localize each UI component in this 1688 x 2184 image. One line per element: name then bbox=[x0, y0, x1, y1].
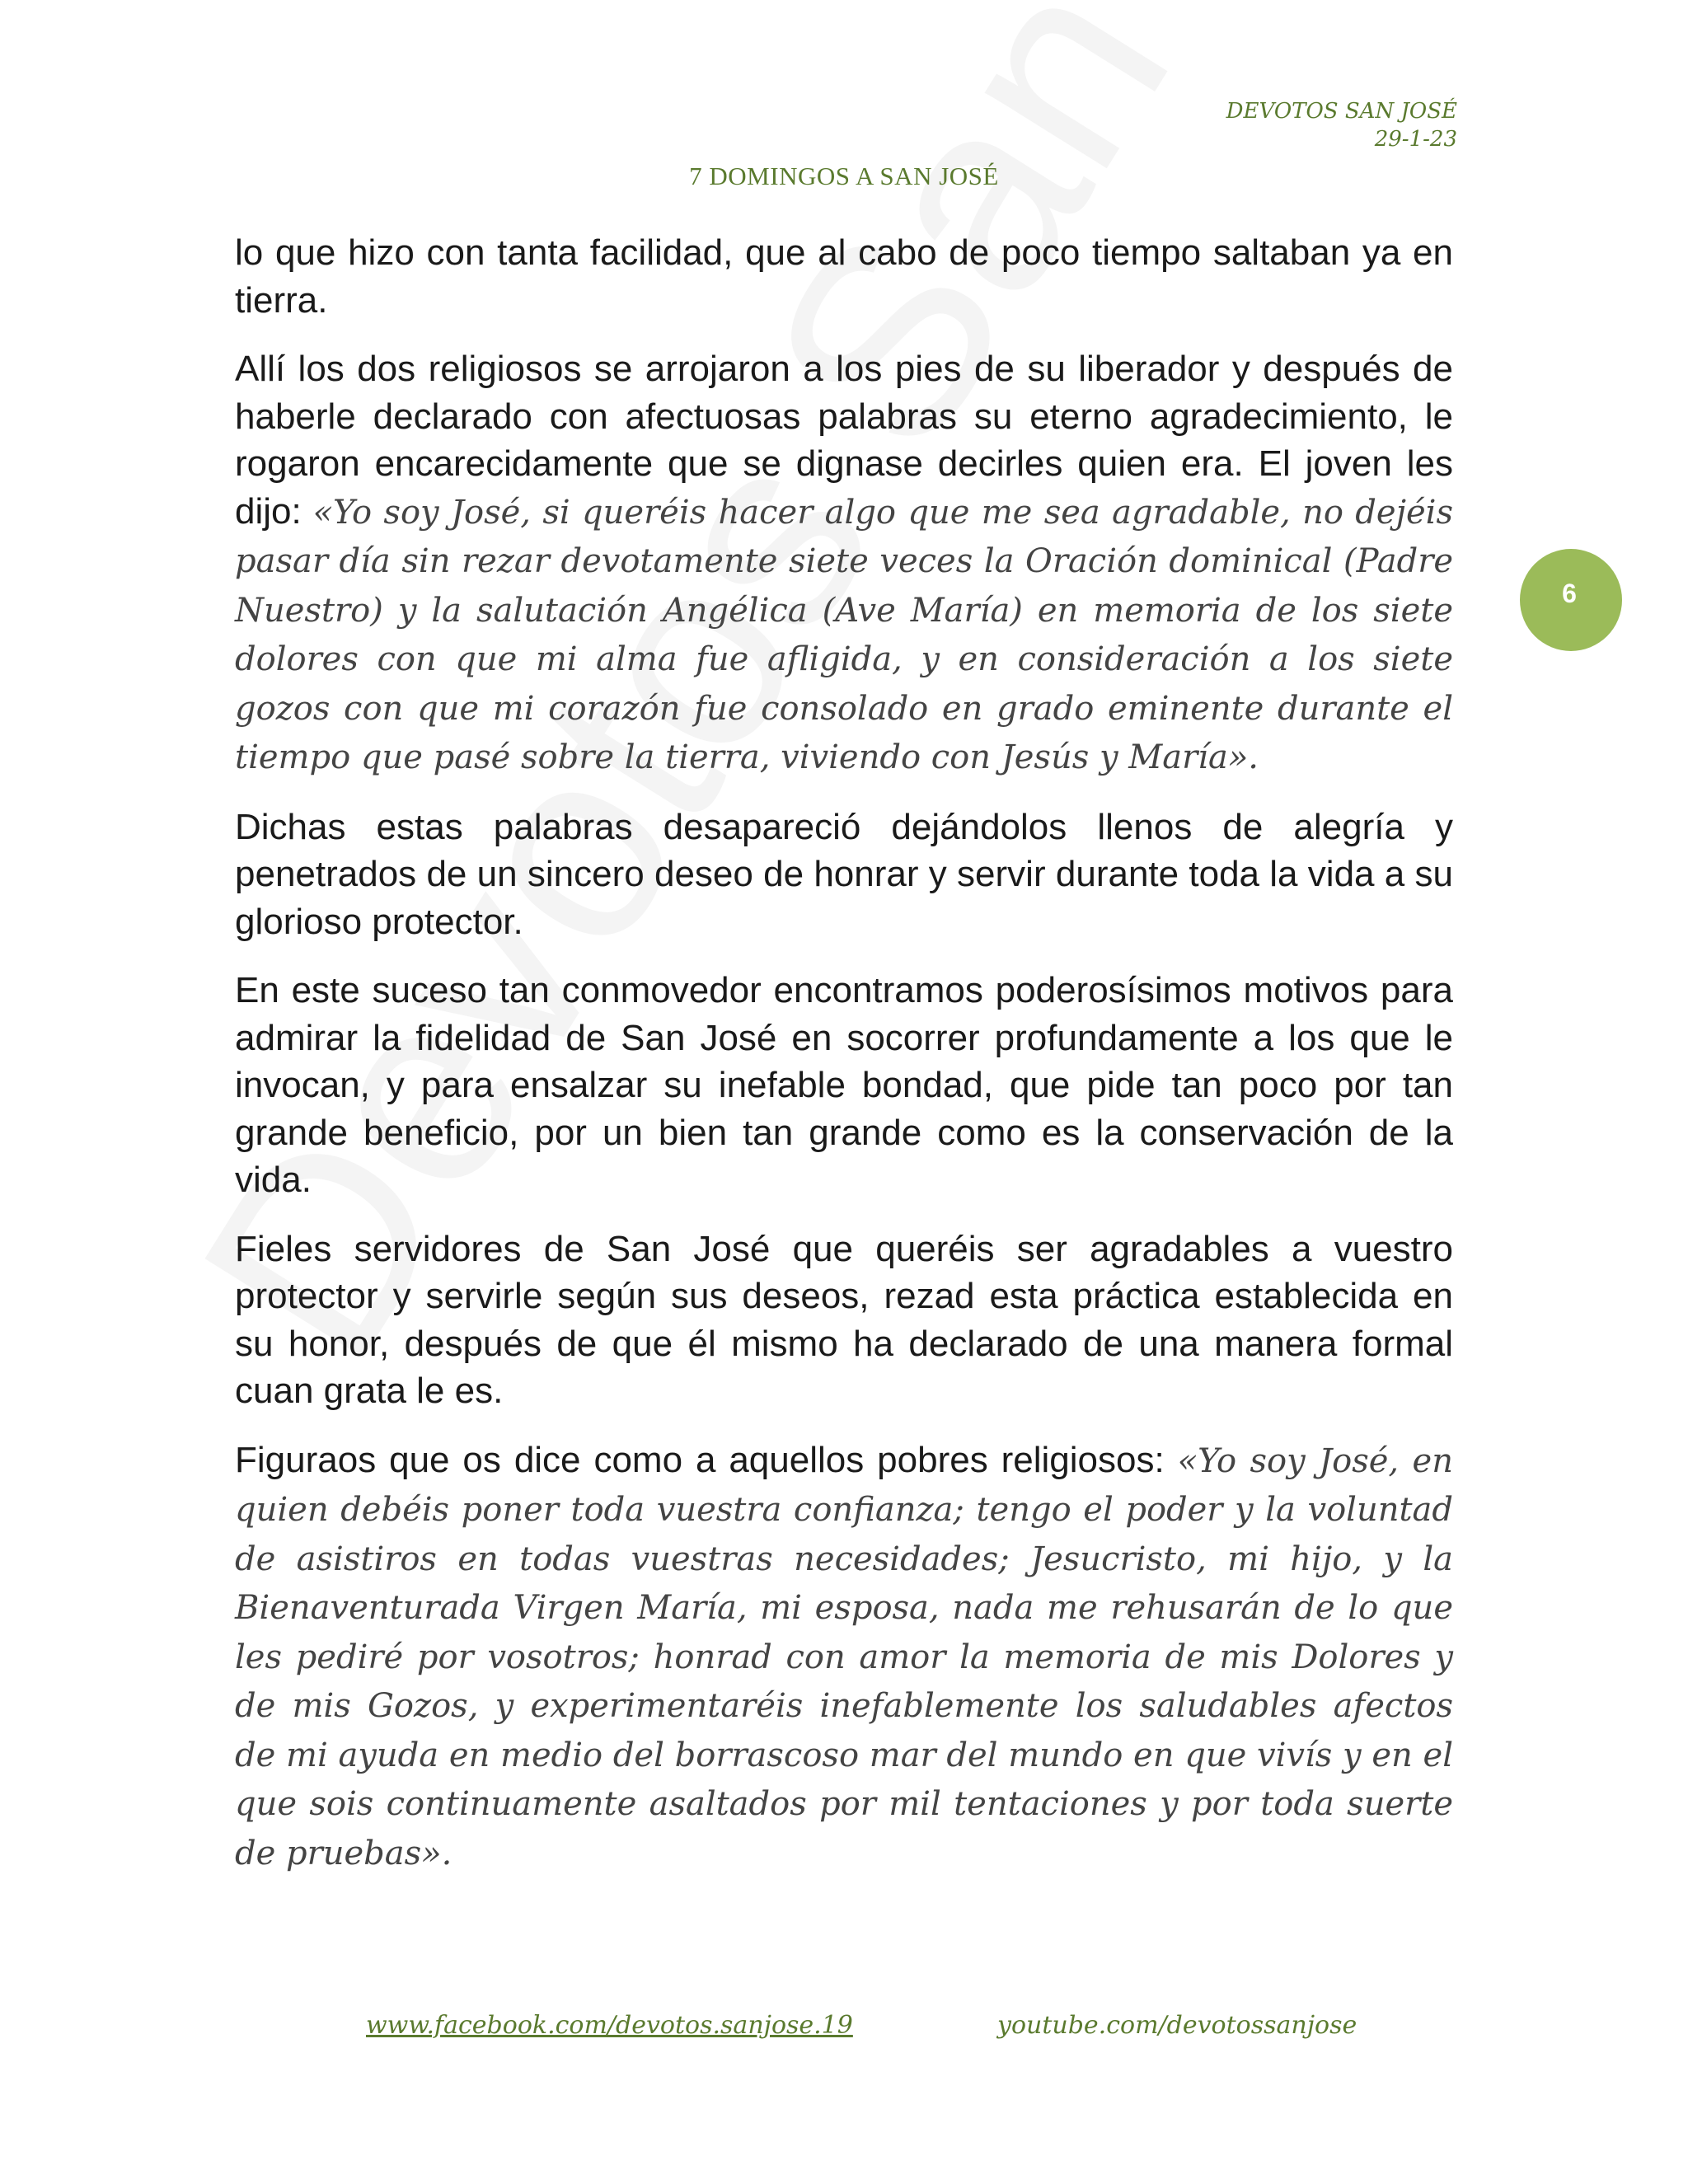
facebook-link[interactable]: www.facebook.com/devotos.sanjose.19 bbox=[366, 2011, 853, 2040]
paragraph-1: lo que hizo con tanta facilidad, que al cabo de poco tiempo saltaban ya en tierra. bbox=[235, 232, 1453, 321]
paragraph-5: Fieles servidores de San José que queréis ser agradables a vuestro protector y servirle según sus deseos, rezad esta práctica establecida en su honor, después de que él mismo ha declarado de una manera formal cuan grata le es. bbox=[235, 1228, 1453, 1411]
paragraph-2-text: Allí los dos religiosos se arrojaron a los pies de su liberador y después de haberle declarado con afectuosas palabras su eterno agradecimiento, le rogaron encarecidamente que se dignase decirles quien era. El joven les dijo: bbox=[235, 349, 1453, 532]
paragraph-6-quote: «Yo soy José, en quien debéis poner toda vuestra confianza; tengo el poder y la voluntad de asistiros en todas vuestras necesidades; Jesucristo, mi hijo, y la Bienaventurada Virgen María, mi esposa, nada me rehusarán de lo que les pediré por vosotros; honrad con amor la memoria de mis Dolores y de mis Gozos, y experimentaréis inefablemente los saludables afectos de mi ayuda en medio del borrascoso mar del mundo en que vivís y en el que sois continuamente asaltados por mil tentaciones y por toda suerte de pruebas». bbox=[235, 1441, 1453, 1872]
paragraph-4: En este suceso tan conmovedor encontramos poderosísimos motivos para admirar la fidelidad de San José en socorrer profundamente a los que le invocan, y para ensalzar su inefable bondad, que pide tan poco por tan grande beneficio, por un bien tan grande como es la conservación de la vida. bbox=[235, 970, 1453, 1200]
header-right bbox=[1226, 97, 1457, 153]
paragraph-6 bbox=[235, 1436, 1453, 1878]
paragraph-2 bbox=[235, 345, 1453, 782]
page-number: 6 bbox=[1562, 579, 1577, 608]
paragraph-2-quote: «Yo soy José, si queréis hacer algo que me sea agradable, no dejéis pasar día sin rezar devotamente siete veces la Oración dominical (Padre Nuestro) y la salutación Angélica (Ave María) en memoria de los siete dolores con que mi alma fue afligida, y en consideración a los siete gozos con que mi corazón fue consolado en grado eminente durante el tiempo que pasé sobre la tierra, viviendo con Jesús y María». bbox=[235, 493, 1453, 776]
page-number-badge bbox=[1520, 549, 1622, 651]
document-body bbox=[235, 229, 1453, 1899]
paragraph-6-text: Figuraos que os dice como a aquellos pobres religiosos: bbox=[235, 1439, 1178, 1480]
youtube-link[interactable]: youtube.com/devotossanjose bbox=[997, 2011, 1357, 2040]
header-title: 7 DOMINGOS A SAN JOSÉ bbox=[689, 162, 999, 190]
header-date: 29-1-23 bbox=[1374, 127, 1457, 152]
paragraph-3: Dichas estas palabras desapareció dejándolos llenos de alegría y penetrados de un sincero deseo de honrar y servir durante toda la vida a su glorioso protector. bbox=[235, 806, 1453, 942]
header-brand: DEVOTOS SAN JOSÉ bbox=[1226, 99, 1457, 124]
